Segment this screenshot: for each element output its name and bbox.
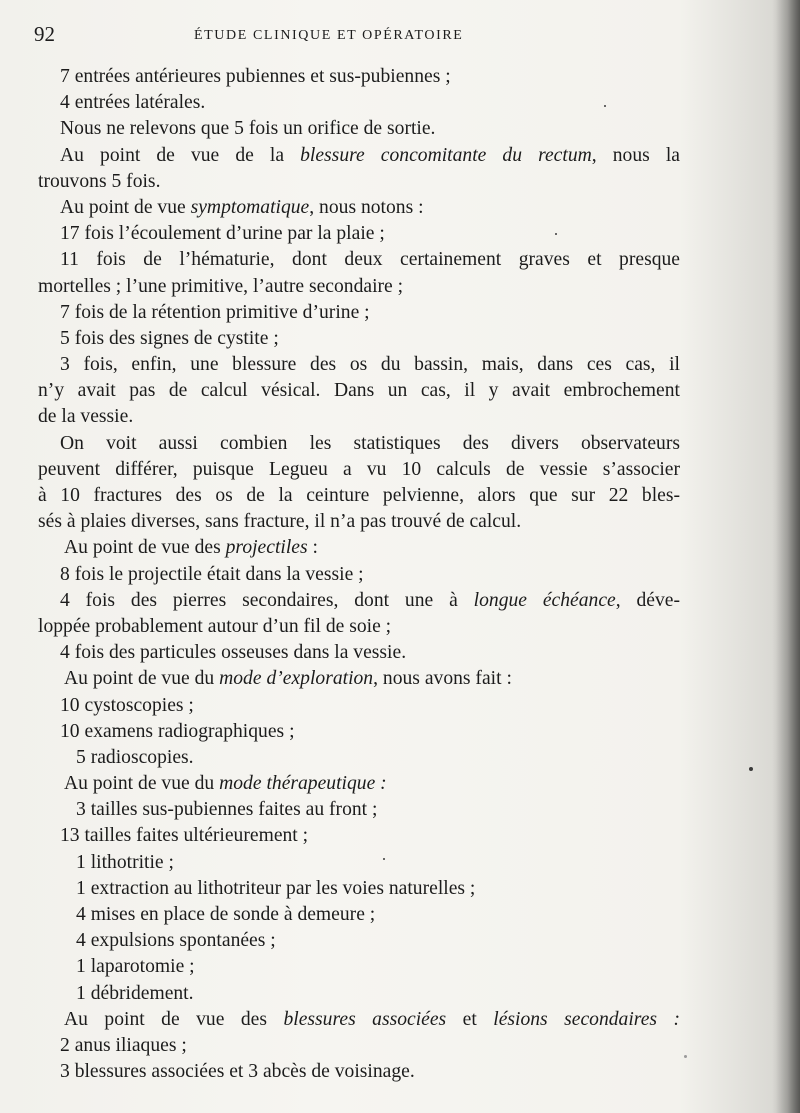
text-line: 4 entrées latérales. [60,92,206,114]
page-edge-shadow [772,0,800,1113]
body-text [38,64,680,1085]
scan-speck [555,233,557,235]
text-line: 4 fois des particules osseuses dans la vessie. [60,642,407,664]
italic-term: symptomatique [190,196,310,218]
text-line: 1 extraction au lithotriteur par les voies naturelles ; [76,877,476,899]
text-line: n’y avait pas de calcul vésical. Dans un cas, il y avait embrochement [38,380,680,402]
text-line: On voit aussi combien les statistiques des divers observateurs [60,432,680,454]
text-line: trouvons 5 fois. [38,170,161,192]
text-line: 4 mises en place de sonde à demeure ; [76,904,376,925]
text-line: Au point de vue du mode thérapeutique : [64,773,387,795]
scan-speck [749,767,753,771]
text-line: mortelles ; l’une primitive, l’autre secondaire ; [38,275,404,297]
text-line: 11 fois de l’hématurie, dont deux certainement graves et presque [60,249,680,271]
text-line: sés à plaies diverses, sans fracture, il n’a pas trouvé de calcul. [38,511,522,533]
text-line: 1 lithotritie ; [76,851,174,873]
text-line: 1 débridement. [76,982,194,1004]
text-line: Au point de vue du mode d’exploration, nous avons fait : [64,668,512,690]
text-line: 4 expulsions spontanées ; [76,930,276,952]
italic-term: blessures associées [283,1008,447,1030]
text-line: 5 radioscopies. [76,746,194,768]
text-line: à 10 fractures des os de la ceinture pelvienne, alors que sur 22 bles- [38,485,680,506]
text-line: Au point de vue des blessures associées et lésions secondaires : [64,1008,680,1030]
text-line: 3 fois, enfin, une blessure des os du bassin, mais, dans ces cas, il [60,354,680,376]
text-line: 10 cystoscopies ; [60,694,194,716]
page-number: 92 [34,22,55,46]
italic-term: longue échéance [473,589,616,611]
text-line: 1 laparotomie ; [76,956,195,978]
text-line: loppée probablement autour d’un fil de soie ; [38,615,392,637]
text-line: Au point de vue de la blessure concomitante du rectum, nous la [60,144,680,166]
text-line: 4 fois des pierres secondaires, dont une à longue échéance, déve- [60,589,680,611]
text-line: Au point de vue symptomatique, nous notons : [60,196,424,218]
text-line: de la vessie. [38,406,134,428]
text-line: Au point de vue des projectiles : [64,537,318,559]
text-line: Nous ne relevons que 5 fois un orifice de sortie. [60,118,436,140]
page-header [34,22,674,50]
running-title: ÉTUDE CLINIQUE ET OPÉRATOIRE [194,28,464,43]
text-line: 10 examens radiographiques ; [60,720,295,742]
text-line: 8 fois le projectile était dans la vessie ; [60,563,364,585]
text-line: 3 blessures associées et 3 abcès de voisinage. [60,1061,415,1083]
italic-term: blessure concomitante du rectum [300,144,592,166]
text-line: 13 tailles faites ultérieurement ; [60,825,309,847]
text-line: 2 anus iliaques ; [60,1034,187,1056]
scan-speck [383,858,385,860]
italic-term: lésions secondaires : [493,1008,680,1030]
text-line: 5 fois des signes de cystite ; [60,327,279,349]
italic-term: projectiles [225,537,308,559]
scan-speck [684,1055,687,1058]
text-line: peuvent différer, puisque Legueu a vu 10 calculs de vessie s’associer [38,458,680,480]
text-line: 17 fois l’écoulement d’urine par la plaie ; [60,223,385,245]
italic-term: mode thérapeutique : [219,773,387,795]
scan-speck [604,105,606,107]
italic-term: mode d’exploration [219,668,374,690]
text-line: 7 entrées antérieures pubiennes et sus-pubiennes ; [60,66,451,87]
text-line: 7 fois de la rétention primitive d’urine ; [60,301,370,323]
text-line: 3 tailles sus-pubiennes faites au front ; [76,799,378,821]
